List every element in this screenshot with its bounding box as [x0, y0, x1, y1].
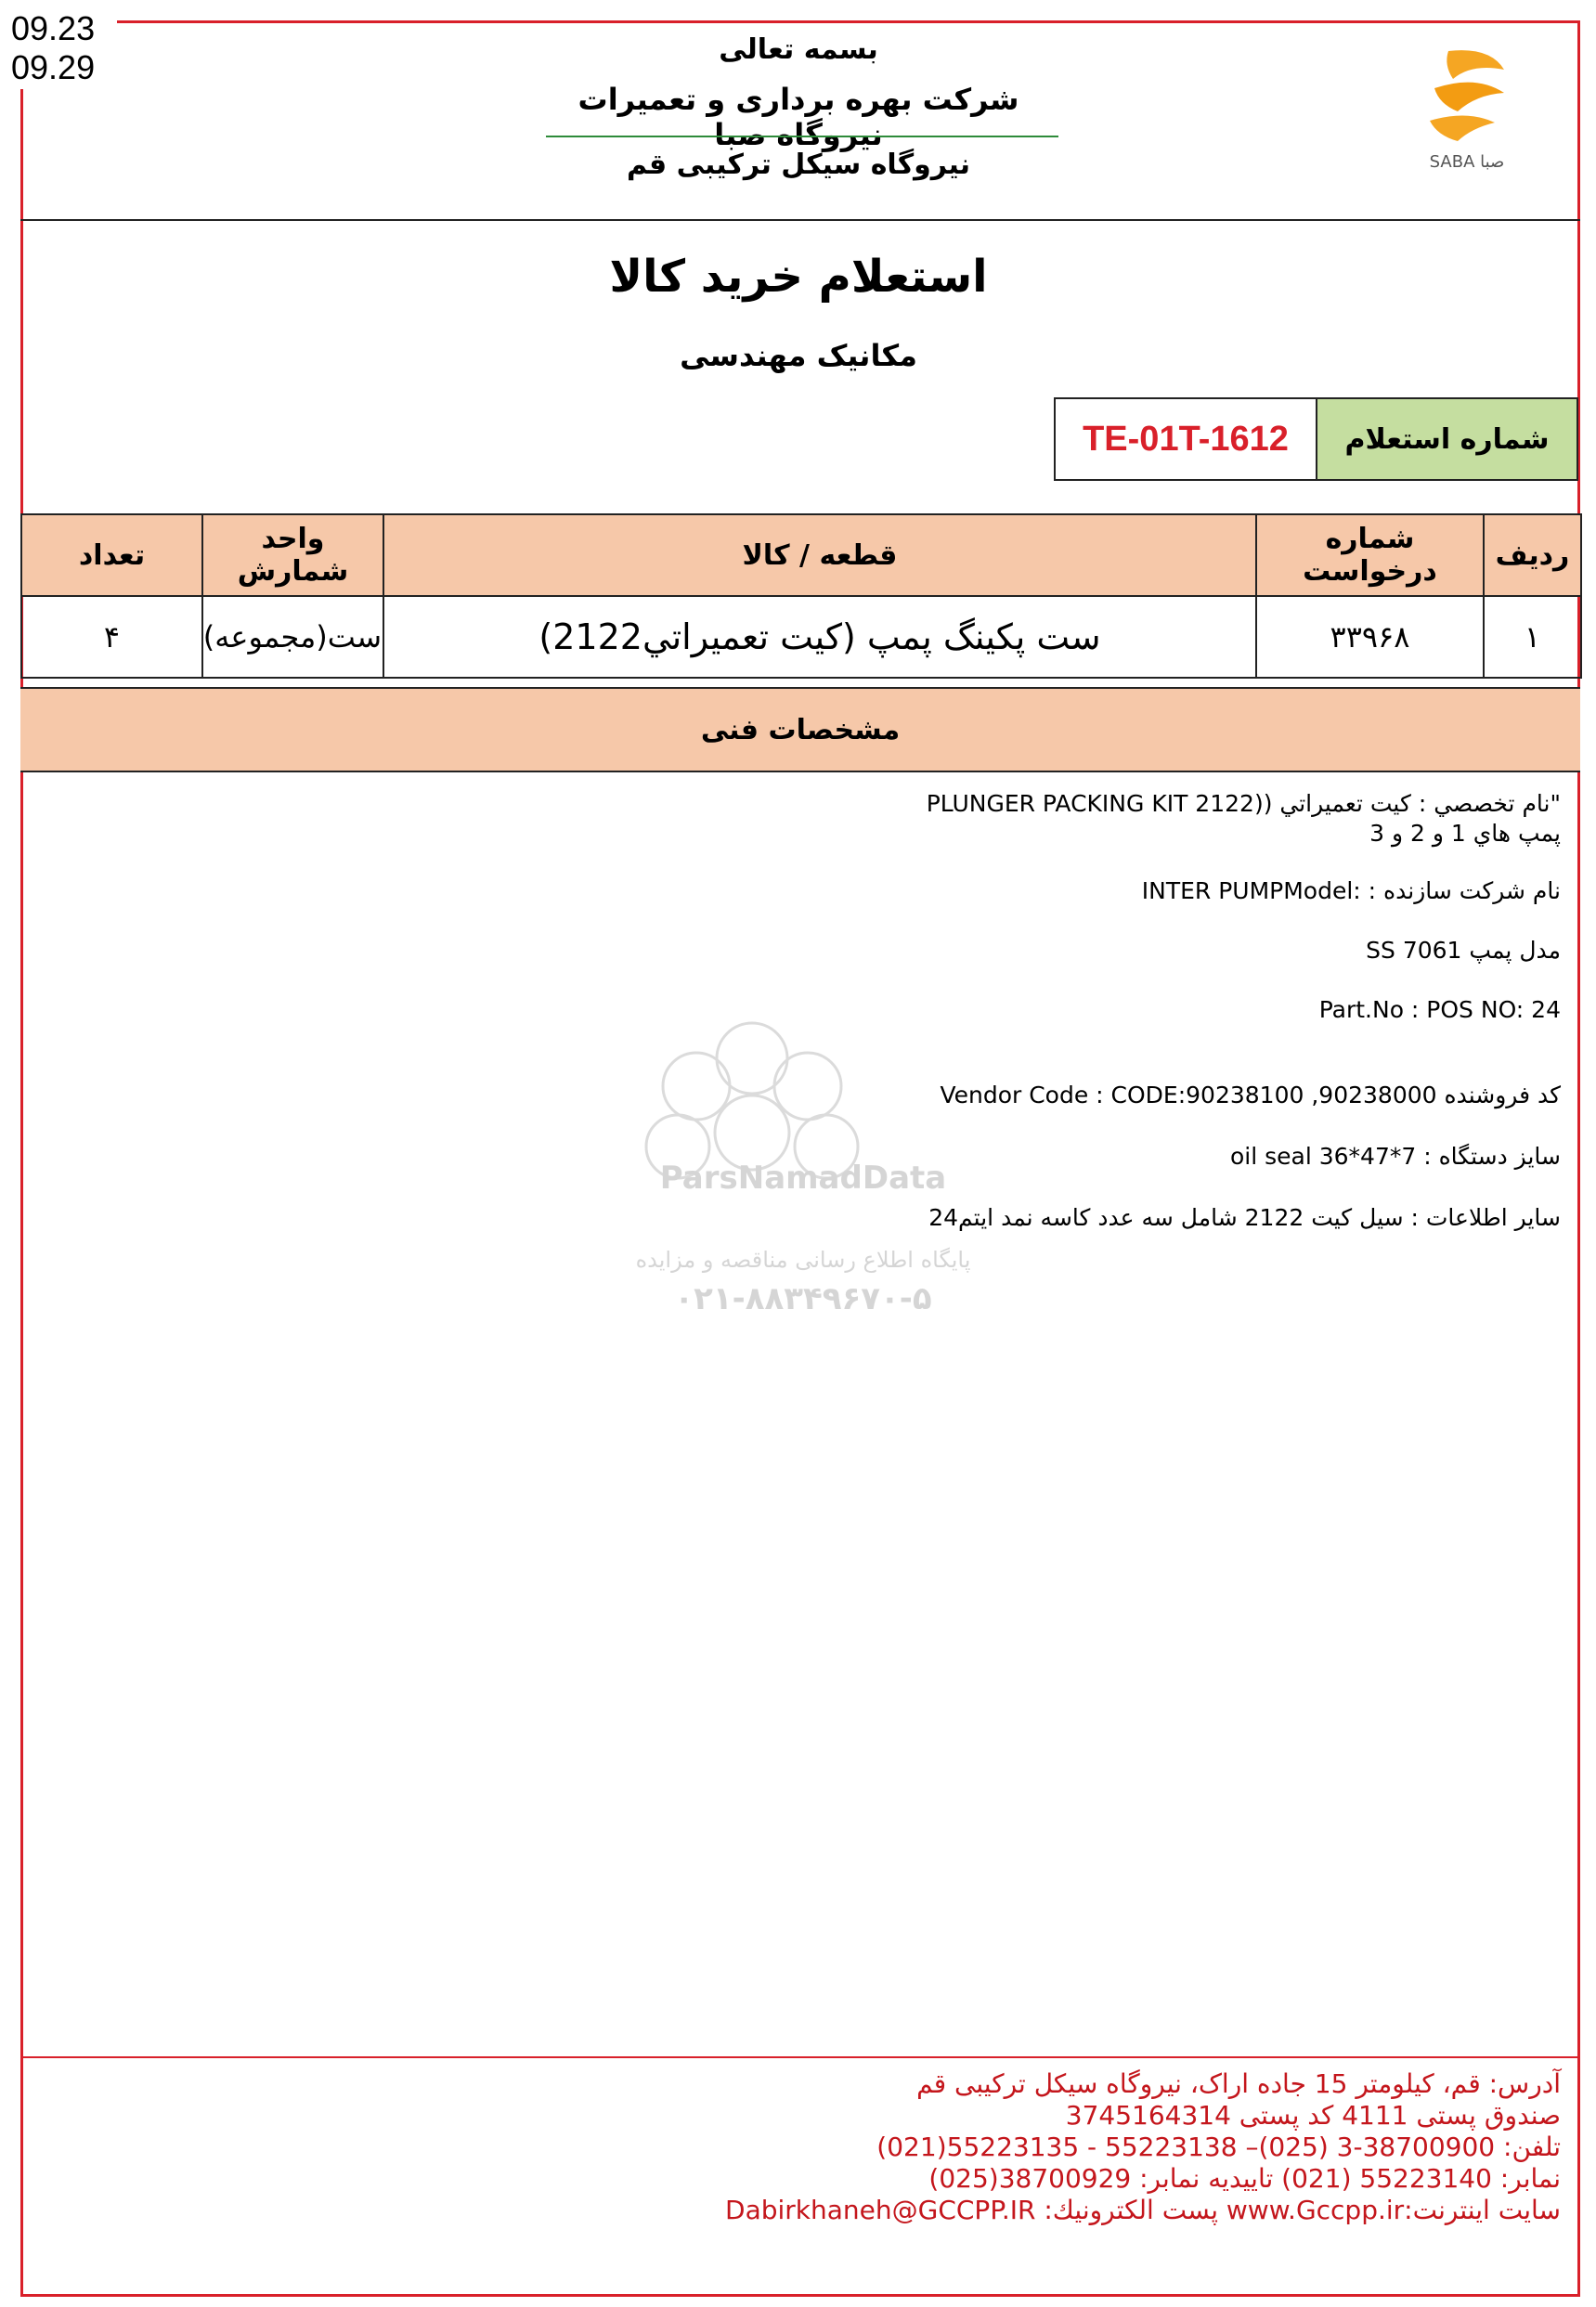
watermark-brand: ParsNamadData [659, 1160, 947, 1197]
spec-line: سايز دستگاه : oil seal 36*47*7 [1229, 1143, 1561, 1170]
watermark-phone: ۰۲۱-۸۸۳۴۹۶۷۰-۵ [674, 1280, 932, 1317]
footer-divider [20, 2056, 1580, 2058]
company-logo [1402, 37, 1532, 176]
spec-line: Part.No : POS NO: 24 [1318, 996, 1561, 1023]
plant-name: نیروگاه سیکل ترکیبی قم [627, 149, 970, 181]
spec-line: "نام تخصصي : کيت تعميراتي ((PLUNGER PACKING KIT 2122 [926, 790, 1561, 817]
col-row: ردیف [1484, 514, 1581, 596]
inquiry-label: شماره استعلام [1317, 399, 1577, 479]
page-title: استعلام خرید کالا [609, 251, 988, 303]
footer-address: آدرس: قم، کیلومتر 15 جاده اراک، نیروگاه سیکل ترکیبی قم [916, 2068, 1561, 2099]
footer-fax: نمابر: 55223140 (021) تاییدیه نمابر: 38700929(025) [928, 2163, 1561, 2194]
header-divider [20, 219, 1580, 221]
table-header-row [21, 514, 1581, 596]
footer-phone: تلفن: 38700900-3 (025)– 55223138 - 55223135(021) [876, 2132, 1561, 2162]
date-bottom: 09.29 [11, 48, 96, 86]
spec-line: پمپ هاي 1 و 2 و 3 [1369, 820, 1561, 847]
spec-line: کد فروشنده Vendor Code : CODE:90238100 ,90238000 [940, 1082, 1561, 1108]
cell-item: ست پکينگ پمپ (کيت تعميراتي2122) [383, 596, 1256, 678]
items-table [20, 513, 1582, 679]
watermark [613, 993, 993, 1328]
saba-logo-icon [1402, 37, 1532, 176]
specs-heading: مشخصات فنی [20, 687, 1580, 772]
cell-qty: ۴ [21, 596, 202, 678]
header-underline [546, 136, 1058, 137]
col-qty: تعداد [21, 514, 202, 596]
inquiry-number: TE-01T-1612 [1056, 399, 1317, 479]
cell-row: ۱ [1484, 596, 1581, 678]
logo-text: SABA صبا [1429, 152, 1505, 172]
watermark-flower-icon [613, 993, 993, 1328]
col-unit: واحد شمارش [202, 514, 383, 596]
date-top: 09.23 [11, 9, 96, 47]
spec-line: مدل پمپ SS 7061 [1366, 937, 1561, 964]
col-item: قطعه / کالا [383, 514, 1256, 596]
department: مکانیک مهندسی [680, 338, 917, 373]
company-name: شرکت بهره برداری و تعمیرات نیروگاه صبا [577, 82, 1019, 152]
footer-web: سایت اینترنت:www.Gccpp.ir پست الکترونیك: Dabirkhaneh@GCCPP.IR [725, 2195, 1561, 2225]
spec-line: نام شرکت سازنده : :INTER PUMPModel [1141, 877, 1561, 904]
table-row [21, 596, 1581, 678]
footer-po-box: صندوق پستی 4111 کد پستی 3745164314 [1065, 2100, 1561, 2131]
inquiry-number-box [1054, 397, 1578, 481]
spec-line: ساير اطلاعات : سيل کيت 2122 شامل سه عدد کاسه نمد ايتم24 [928, 1204, 1561, 1231]
basmala: بسمه تعالی [719, 33, 878, 66]
cell-request-no: ۳۳۹۶۸ [1256, 596, 1484, 678]
corner-dates [7, 7, 117, 89]
watermark-line: پایگاه اطلاع رسانی مناقصه و مزایده [635, 1247, 971, 1273]
col-request-no: شماره درخواست [1256, 514, 1484, 596]
footer [539, 2068, 1561, 2226]
cell-unit: ست(مجموعه) [202, 596, 383, 678]
